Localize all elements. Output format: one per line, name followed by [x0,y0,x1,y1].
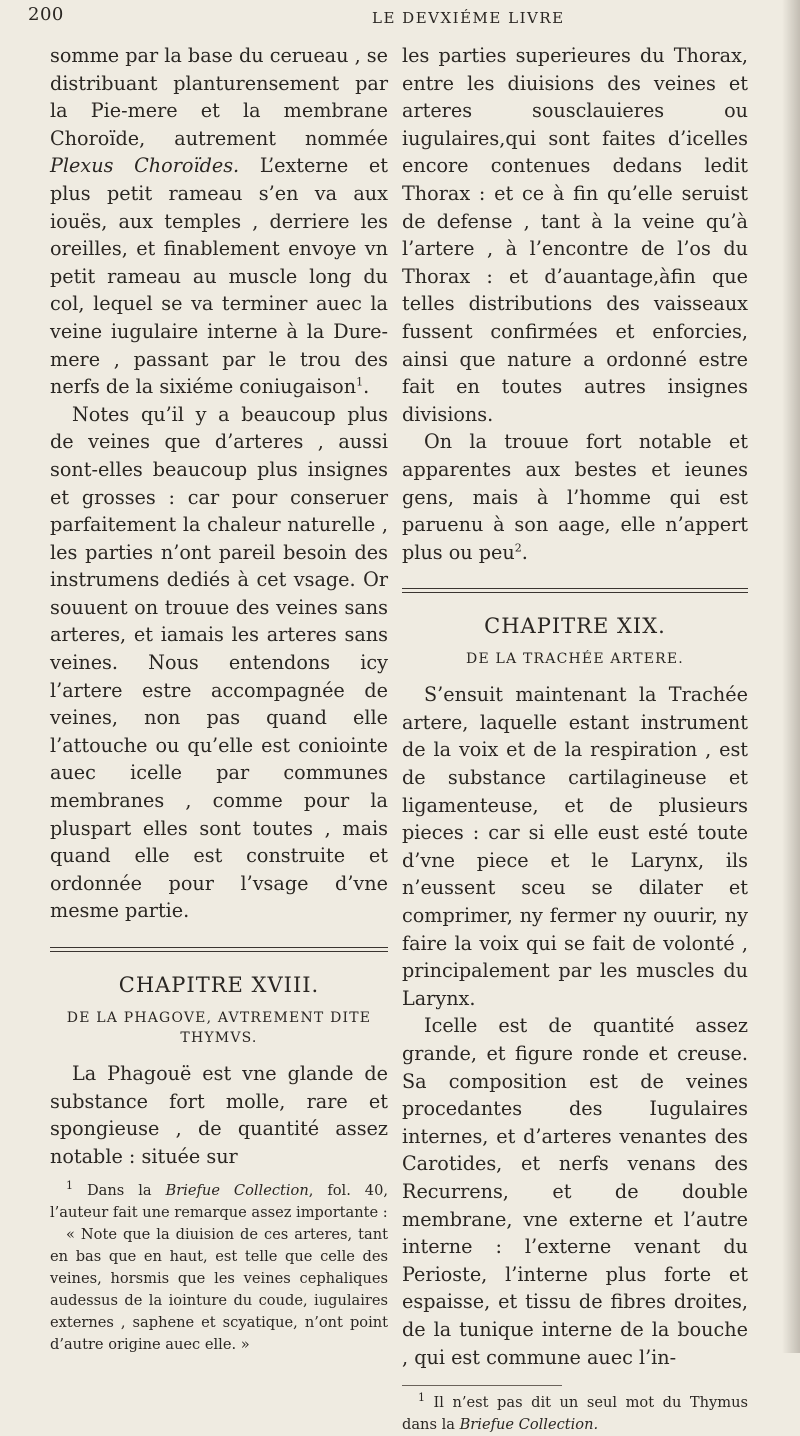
footnote-marker[interactable]: 2 [514,541,522,555]
footnotes [50,1180,388,1356]
footnote [50,1180,388,1224]
text-run: L’externe et plus petit rameau s’en va aux iouës, aux temples , derriere les oreilles, et finablement envoye vn petit rameau au muscle long du col, lequel se va terminer auec la veine iugulaire interne à la Dure-mere , passant par le trou des nerfs de la sixiéme coniugaison [50,154,388,399]
paragraph: les parties superieures du Thorax, entre les diuisions des veines et arteres sousclauieres ou iugulaires,qui sont faites d’icelles encore contenues dedans ledit Thorax : et ce à fin qu’elle seruist de defense , tant à la veine qu’à l’artere , à l’encontre de l’os du Thorax : et d’auantage,àfin que telles distributions des vaisseaux fussent confirmées et enforcies, ainsi que nature a ordonné estre fait en toutes autres insignes divisions. [402,44,748,426]
chapter-title: CHAPITRE XIX. [484,614,666,639]
footnote-divider [402,1385,562,1386]
footnote-number: 1 [66,1179,73,1193]
paragraph: La Phagouë est vne glande de substance fort molle, rare et spongieuse , de quantité assez notable : située sur [50,1062,388,1168]
section-divider [402,588,748,593]
running-head: LE DEVXIÉME LIVRE [372,9,565,27]
chapter-subtitle: DE LA TRACHÉE ARTERE. [466,651,684,668]
text-run: , fol. 40, l’auteur fait une remarque assez importante : [50,1182,388,1222]
chapter-subtitle: DE LA PHAGOVE, AVTREMENT DITE THYMVS. [66,1010,372,1046]
left-column [50,42,388,1356]
text-run: Il n’est pas dit un seul mot du Thymus dans la [402,1394,748,1434]
chapter-title: CHAPITRE XVIII. [118,973,320,997]
footnote-quote: « Note que la diuision de ces arteres, tant en bas que en haut, est telle que celle des veines, horsmis que les veines cephaliques audessus de la iointure du coude, iugulaires externes , saphene et scyatique, n’ont point d’autre origine auec elle. » [50,1226,388,1354]
text-run: . [521,540,528,564]
page-number: 200 [28,4,64,25]
italic-term: Plexus Choroïdes. [50,154,240,178]
paragraph: S’ensuit maintenant la Trachée artere, laquelle estant instrument de la voix et de la respiration , est de substance cartilagineuse et ligamenteuse, et de plusieurs pieces : car si elle eust esté toute d’vne piece et le Larynx, ils n’eussent sceu se dilater et comprimer, ny fermer ny ouurir, ny faire la voix qui se fait de volonté , principalement par les muscles du Larynx. [402,683,748,1010]
section-divider [50,947,388,952]
italic-term: Briefue Collection [165,1182,309,1200]
text-run: somme par la base du cerueau , se distribuant planturensement par la Pie-mere et la membrane Choroïde, autrement nommée [50,44,388,150]
text-run: . [363,375,370,399]
text-run: On la trouue fort notable et apparentes aux bestes et ieunes gens, mais à l’homme qui est paruenu à son aage, elle n’appert plus ou peu [402,430,748,564]
footnotes [402,1385,748,1436]
footnote-number: 1 [418,1391,425,1405]
paragraph: Notes qu’il y a beaucoup plus de veines que d’arteres , aussi sont-elles beaucoup plus insignes et grosses : car pour conseruer parfaitement la chaleur naturelle , les parties n’ont pareil besoin des instrumens dediés à cet vsage. Or souuent on trouue des veines sans arteres, et iamais les arteres sans veines. Nous entendons icy l’artere estre accompagnée de veines, non pas quand elle l’attouche ou qu’elle est coniointe auec icelle par communes membranes , comme pour la pluspart elles sont toutes , mais quand elle est construite et ordonnée pour l’vsage d’vne mesme partie. [50,402,388,923]
page-header [0,0,800,34]
paragraph [402,428,748,566]
italic-term: Briefue Collection. [459,1416,599,1434]
right-column [402,42,748,1436]
page-edge-shadow [782,0,800,1353]
footnote-marker[interactable]: 1 [356,375,364,389]
paragraph: Icelle est de quantité assez grande, et figure ronde et creuse. Sa composition est de veines procedantes des Iugulaires internes, et d’arteres venantes des Carotides, et nerfs venans des Recurrens, et de double membrane, vne externe et l’autre interne : l’externe venant du Perioste, l’interne plus forte et espaisse, et tissu de fibres droites, de la tunique interne de la bouche , qui est commune auec l’in- [402,1014,748,1369]
paragraph [50,42,388,401]
text-run: Dans la [73,1182,166,1200]
footnote [402,1392,748,1436]
